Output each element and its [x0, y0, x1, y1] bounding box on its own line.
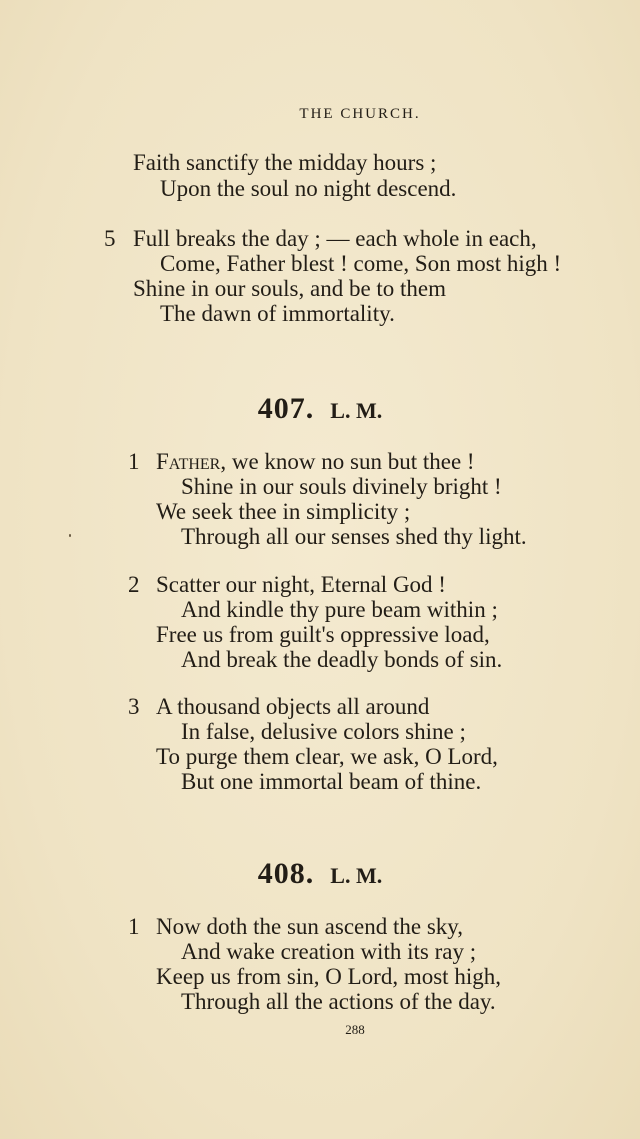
verse-line: Come, Father blest ! come, Son most high !: [160, 251, 562, 276]
verse-line: But one immortal beam of thine.: [181, 769, 482, 794]
stanza-number: 1: [128, 914, 140, 939]
verse-line: Free us from guilt's oppressive load,: [156, 622, 490, 647]
hymn-number: 408.: [257, 857, 315, 890]
hymn-heading-408: [0, 857, 640, 891]
running-head: THE CHURCH.: [299, 106, 421, 122]
verse-line: We seek thee in simplicity ;: [156, 499, 411, 524]
first-line-rest: we know no sun but thee !: [226, 449, 475, 474]
paper-speck: [69, 534, 71, 537]
verse-line: Full breaks the day ; — each whole in each,: [133, 226, 537, 251]
verse-line: Through all the actions of the day.: [181, 989, 496, 1014]
verse-line: Scatter our night, Eternal God !: [156, 572, 446, 597]
verse-line: A thousand objects all around: [156, 694, 430, 719]
hymn-number: 407.: [257, 392, 315, 425]
hymn-meter: L. M.: [330, 398, 383, 423]
verse-line: And kindle thy pure beam within ;: [181, 597, 498, 622]
verse-line: Shine in our souls, and be to them: [133, 276, 447, 301]
verse-line: Shine in our souls divinely bright !: [181, 474, 502, 499]
verse-line: [156, 449, 475, 474]
stanza-number: 3: [128, 694, 140, 719]
verse-line: The dawn of immortality.: [160, 301, 395, 326]
verse-line: To purge them clear, we ask, O Lord,: [156, 744, 498, 769]
hymn-meter: L. M.: [330, 863, 383, 888]
verse-line: In false, delusive colors shine ;: [181, 719, 466, 744]
stanza-number: 5: [104, 226, 116, 251]
verse-line: And wake creation with its ray ;: [181, 939, 477, 964]
verse-line: And break the deadly bonds of sin.: [181, 647, 503, 672]
verse-line: Through all our senses shed thy light.: [181, 524, 527, 549]
verse-line: Keep us from sin, O Lord, most high,: [156, 964, 501, 989]
first-word: Father,: [156, 449, 227, 474]
verse-line: Faith sanctify the midday hours ;: [133, 150, 437, 175]
stanza-number: 1: [128, 449, 140, 474]
stanza-number: 2: [128, 572, 140, 597]
verse-line: Now doth the sun ascend the sky,: [156, 914, 464, 939]
hymn-heading-407: [0, 392, 640, 426]
verse-line: Upon the soul no night descend.: [160, 176, 457, 201]
page-number: 288: [345, 1022, 365, 1037]
